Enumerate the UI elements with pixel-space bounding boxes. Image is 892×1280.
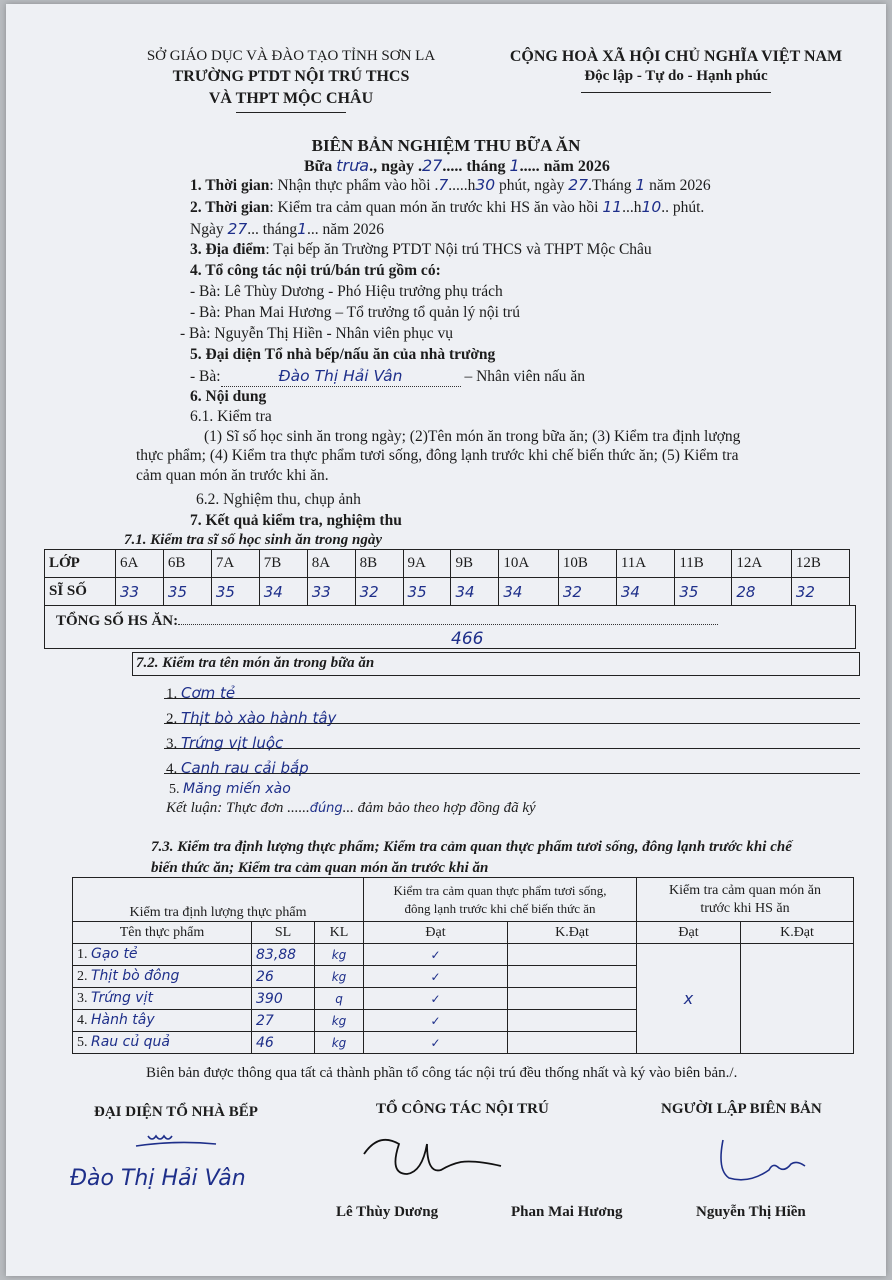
- th-sense: Kiểm tra cảm quan món ăn trước khi HS ăn: [637, 878, 854, 922]
- food-check-table: [72, 877, 854, 1054]
- cook-name: Đào Thị Hải Vân: [278, 367, 403, 385]
- section-2-date: Ngày 27... tháng1... năm 2026: [190, 220, 385, 238]
- kitchen-rep-title: ĐẠI DIỆN TỔ NHÀ BẾP: [94, 1104, 258, 1120]
- class-cell: 8B: [355, 550, 403, 578]
- member-1: - Bà: Lê Thùy Dương - Phó Hiệu trưởng phụ trách: [190, 283, 503, 300]
- committee-signature: [354, 1124, 504, 1194]
- dish-item: 1. Cơm tẻ: [166, 684, 236, 702]
- class-cell: 9B: [451, 550, 499, 578]
- meal-day: 27: [421, 156, 443, 175]
- th-quantity: Kiểm tra định lượng thực phẩm: [73, 878, 364, 922]
- section-5-line: - Bà: Đào Thị Hải Vân – Nhân viên nấu ăn: [190, 367, 585, 385]
- writer-title: NGƯỜI LẬP BIÊN BẢN: [661, 1101, 822, 1117]
- dish-item: 5. Măng miến xào: [169, 781, 291, 797]
- count-cell: 34: [259, 578, 307, 606]
- member-3: - Bà: Nguyễn Thị Hiền - Nhân viên phục vụ: [180, 325, 454, 342]
- class-cell: 10B: [558, 550, 616, 578]
- class-cell: 9A: [403, 550, 451, 578]
- th-fresh: Kiểm tra cảm quan thực phẩm tươi sống, đông lạnh trước khi chế biến thức ăn: [364, 878, 637, 922]
- document-page: [6, 4, 886, 1276]
- count-cell: 34: [451, 578, 499, 606]
- page-title: BIÊN BẢN NGHIỆM THU BỮA ĂN: [311, 136, 581, 155]
- header-left-underline: [236, 112, 346, 113]
- total-value: 466: [451, 629, 484, 649]
- count-row-label: SĨ SỐ: [45, 578, 116, 606]
- table-row: 4. Hành tây 27 kg ✓: [73, 1010, 854, 1032]
- count-cell: 35: [211, 578, 259, 606]
- section-7-2-title: 7.2. Kiểm tra tên món ăn trong bữa ăn: [136, 655, 375, 671]
- section-7-title: 7. Kết quả kiểm tra, nghiệm thu: [190, 512, 402, 529]
- dish-item: 3. Trứng vịt luộc: [166, 734, 284, 752]
- total-label: TỔNG SỐ HS ĂN:: [56, 613, 718, 630]
- class-row-label: LỚP: [45, 550, 116, 578]
- count-row: [45, 578, 850, 606]
- meal-month: 1: [509, 156, 520, 175]
- table-row: 3. Trứng vịt 390 q ✓: [73, 988, 854, 1010]
- class-cell: 6B: [163, 550, 211, 578]
- kitchen-signature: [126, 1124, 226, 1154]
- count-cell: 32: [558, 578, 616, 606]
- dish-item: 2. Thịt bò xào hành tây: [166, 709, 337, 727]
- table-row: 1. Gạo tẻ 83,88 kg ✓ x: [73, 944, 854, 966]
- section-6-title: 6. Nội dung: [190, 388, 267, 405]
- dish-line: [164, 748, 860, 749]
- class-count-table: [44, 549, 850, 606]
- class-cell: 12A: [732, 550, 791, 578]
- count-cell: 33: [307, 578, 355, 606]
- closing-statement: Biên bản được thông qua tất cả thành phần tổ công tác nội trú đều thống nhất và ký vào biên bản./.: [146, 1065, 738, 1081]
- count-cell: 34: [616, 578, 674, 606]
- th-fresh-pass: Đạt: [364, 922, 508, 944]
- section-7-3-title-2: biến thức ăn; Kiểm tra cảm quan món ăn trước khi ăn: [151, 860, 489, 876]
- count-cell: 33: [116, 578, 164, 606]
- kitchen-rep-name: Đào Thị Hải Vân: [70, 1166, 246, 1191]
- dish-item: 4. Canh rau cải bắp: [166, 759, 309, 777]
- section-2: 2. Thời gian: Kiểm tra cảm quan món ăn trước khi HS ăn vào hồi 11...h10.. phút.: [190, 198, 705, 216]
- count-cell: 35: [163, 578, 211, 606]
- header-country: CỘNG HOÀ XÃ HỘI CHỦ NGHĨA VIỆT NAM: [509, 48, 843, 65]
- menu-conclusion: Kết luận: Thực đơn ......đúng... đảm bảo theo hợp đồng đã ký: [166, 800, 536, 816]
- section-7-1-title: 7.1. Kiểm tra sĩ số học sinh ăn trong ngày: [124, 532, 382, 548]
- class-cell: 8A: [307, 550, 355, 578]
- section-1: 1. Thời gian: Nhận thực phẩm vào hồi .7.....h30 phút, ngày 27.Tháng 1 năm 2026: [190, 176, 711, 194]
- th-kl: KL: [315, 922, 364, 944]
- class-cell: 6A: [116, 550, 164, 578]
- section-6-1: 6.1. Kiểm tra: [190, 408, 272, 425]
- section-3: 3. Địa điểm: Tại bếp ăn Trường PTDT Nội trú THCS và THPT Mộc Châu: [190, 241, 652, 258]
- class-cell: 10A: [499, 550, 558, 578]
- meal-line: Bữa trưa., ngày .27..... tháng 1..... năm 2026: [304, 156, 610, 175]
- section-6-para-1: (1) Sĩ số học sinh ăn trong ngày; (2)Tên món ăn trong bữa ăn; (3) Kiểm tra định lượng: [204, 428, 741, 445]
- header-school-2: VÀ THPT MỘC CHÂU: [208, 90, 374, 107]
- th-sense-fail: K.Đạt: [741, 922, 854, 944]
- dish-line: [164, 698, 860, 699]
- committee-title: TỔ CÔNG TÁC NỘI TRÚ: [376, 1101, 549, 1117]
- committee-name-1: Lê Thùy Dương: [336, 1204, 439, 1220]
- header-motto: Độc lập - Tự do - Hạnh phúc: [584, 68, 768, 84]
- writer-name: Nguyễn Thị Hiền: [696, 1204, 806, 1220]
- count-cell: 28: [732, 578, 791, 606]
- count-cell: 32: [791, 578, 849, 606]
- committee-name-2: Phan Mai Hương: [511, 1204, 623, 1220]
- count-cell: 35: [675, 578, 732, 606]
- dish-line: [164, 723, 860, 724]
- class-cell: 7B: [259, 550, 307, 578]
- header-right-underline: [581, 92, 771, 93]
- th-sense-pass: Đạt: [637, 922, 741, 944]
- th-name: Tên thực phẩm: [73, 922, 252, 944]
- section-4-title: 4. Tổ công tác nội trú/bán trú gồm có:: [190, 262, 441, 279]
- section-6-para-2: thực phẩm; (4) Kiểm tra thực phẩm tươi sống, đông lạnh trước khi chế biến thức ăn; (5) Kiểm tra: [136, 447, 739, 464]
- section-5-title: 5. Đại diện Tổ nhà bếp/nấu ăn của nhà trường: [190, 346, 496, 363]
- th-sl: SL: [252, 922, 315, 944]
- class-cell: 11B: [675, 550, 732, 578]
- dish-line: [164, 773, 860, 774]
- member-2: - Bà: Phan Mai Hương – Tổ trưởng tổ quản lý nội trú: [190, 304, 520, 321]
- header-school-1: TRƯỜNG PTDT NỘI TRÚ THCS: [172, 68, 410, 85]
- sense-mark: x: [637, 944, 741, 1054]
- table-row: 5. Rau củ quả 46 kg ✓: [73, 1032, 854, 1054]
- count-cell: 35: [403, 578, 451, 606]
- class-row: [45, 550, 850, 578]
- header-dept: SỞ GIÁO DỤC VÀ ĐÀO TẠO TỈNH SƠN LA: [146, 48, 436, 64]
- section-7-3-title-1: 7.3. Kiểm tra định lượng thực phẩm; Kiểm tra cảm quan thực phẩm tươi sống, đông lạnh trước khi chế: [151, 839, 792, 855]
- count-cell: 32: [355, 578, 403, 606]
- table-row: 2. Thịt bò đông 26 kg ✓: [73, 966, 854, 988]
- th-fresh-fail: K.Đạt: [508, 922, 637, 944]
- count-cell: 34: [499, 578, 558, 606]
- meal-value: trưa: [336, 156, 370, 175]
- writer-signature: [711, 1132, 821, 1192]
- class-cell: 12B: [791, 550, 849, 578]
- section-6-2: 6.2. Nghiệm thu, chụp ảnh: [196, 491, 361, 508]
- class-cell: 7A: [211, 550, 259, 578]
- section-6-para-3: cảm quan món ăn trước khi ăn.: [136, 467, 329, 484]
- class-cell: 11A: [616, 550, 674, 578]
